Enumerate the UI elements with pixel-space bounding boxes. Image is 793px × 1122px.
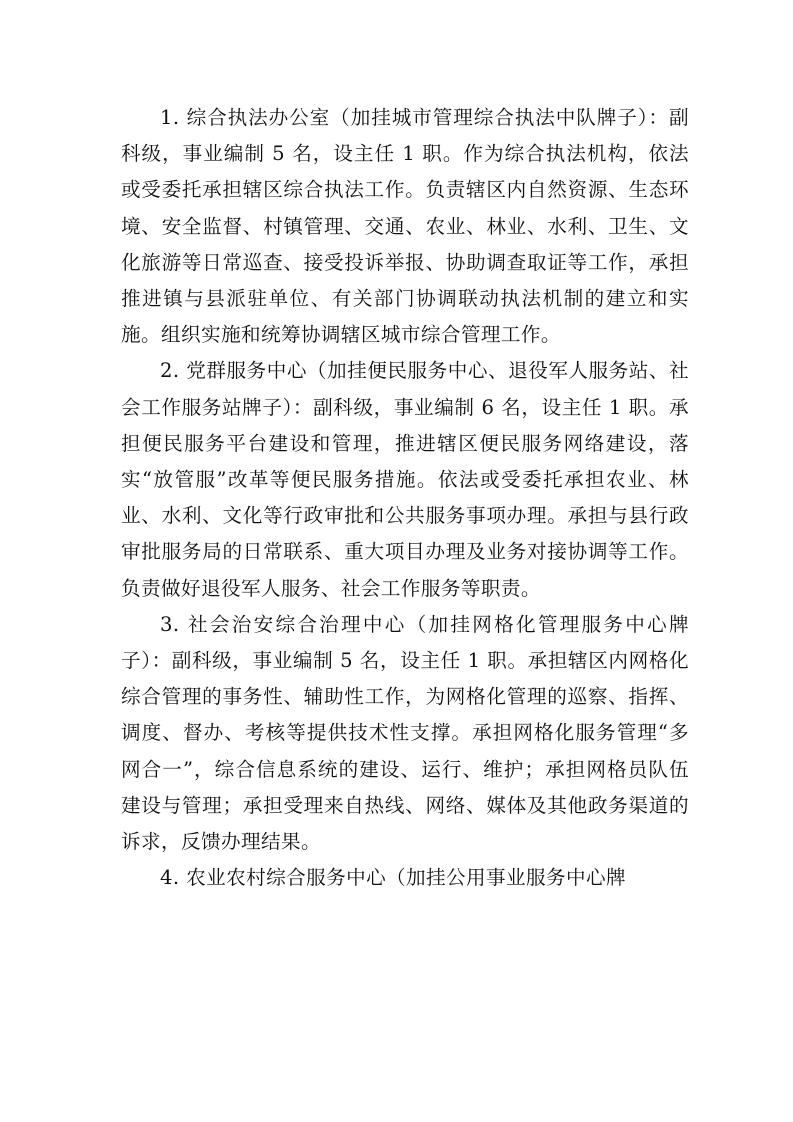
document-body — [121, 100, 689, 896]
paragraph-comprehensive-law-enforcement-office: 1. 综合执法办公室（加挂城市管理综合执法中队牌子）：副科级，事业编制 5 名，设主任 1 职。作为综合执法机构，依法或受委托承担辖区综合执法工作。负责辖区内自然资源、生态环境、安全监督、村镇管理、交通、农业、林业、水利、卫生、文化旅游等日常巡查、接受投诉举报、协助调查取证等工作，承担推进镇与县派驻单位、有关部门协调联动执法机制的建立和实施。组织实施和统筹协调辖区城市综合管理工作。 — [121, 106, 689, 347]
paragraph-social-security-governance-center: 3. 社会治安综合治理中心（加挂网格化管理服务中心牌子）：副科级，事业编制 5 名，设主任 1 职。承担辖区内网格化综合管理的事务性、辅助性工作，为网格化管理的巡察、指挥、调度、督办、考核等提供技术性支撑。承担网格化服务管理“多网合一”，综合信息系统的建设、运行、维护；承担网格员队伍建设与管理；承担受理来自热线、网络、媒体及其他政务渠道的诉求，反馈办理结果。 — [121, 612, 689, 854]
paragraph-party-mass-service-center: 2. 党群服务中心（加挂便民服务中心、退役军人服务站、社会工作服务站牌子）：副科级，事业编制 6 名，设主任 1 职。承担便民服务平台建设和管理，推进辖区便民服务网络建设，落实“放管服”改革等便民服务措施。依法或受委托承担农业、林业、水利、文化等行政审批和公共服务事项办理。承担与县行政审批服务局的日常联系、重大项目办理及业务对接协调等工作。负责做好退役军人服务、社会工作服务等职责。 — [121, 359, 689, 600]
paragraph-agriculture-rural-service-center: 4. 农业农村综合服务中心（加挂公用事业服务中心牌 — [160, 866, 626, 890]
